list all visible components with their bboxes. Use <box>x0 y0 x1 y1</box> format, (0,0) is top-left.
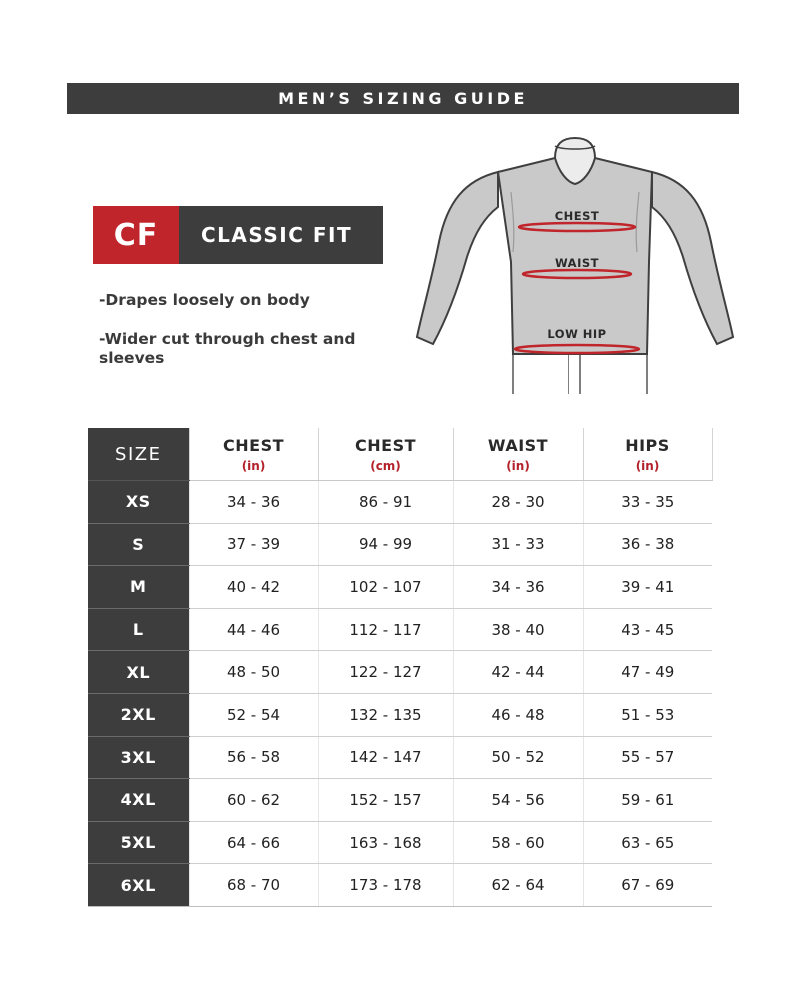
table-row <box>88 693 712 736</box>
table-cell: 112 - 117 <box>318 608 453 651</box>
fit-badge <box>93 206 383 264</box>
table-cell: 34 - 36 <box>189 481 318 524</box>
table-cell: 54 - 56 <box>453 779 583 822</box>
size-table <box>88 428 713 907</box>
table-cell: 59 - 61 <box>583 779 712 822</box>
table-cell: 142 - 147 <box>318 736 453 779</box>
table-cell: 37 - 39 <box>189 523 318 566</box>
column-header <box>318 428 453 481</box>
table-cell: 31 - 33 <box>453 523 583 566</box>
column-header-unit: (in) <box>241 458 266 473</box>
size-cell: S <box>88 523 189 566</box>
table-cell: 46 - 48 <box>453 693 583 736</box>
table-cell: 63 - 65 <box>583 821 712 864</box>
table-cell: 38 - 40 <box>453 608 583 651</box>
size-cell: 6XL <box>88 864 189 907</box>
fit-features-list <box>99 291 389 388</box>
table-row <box>88 821 712 864</box>
fit-feature-item: -Drapes loosely on body <box>99 291 310 309</box>
table-row <box>88 736 712 779</box>
table-cell: 28 - 30 <box>453 481 583 524</box>
table-cell: 56 - 58 <box>189 736 318 779</box>
table-cell: 163 - 168 <box>318 821 453 864</box>
table-cell: 43 - 45 <box>583 608 712 651</box>
table-cell: 44 - 46 <box>189 608 318 651</box>
table-cell: 173 - 178 <box>318 864 453 907</box>
table-cell: 51 - 53 <box>583 693 712 736</box>
size-cell: L <box>88 608 189 651</box>
table-cell: 55 - 57 <box>583 736 712 779</box>
fit-code: CF <box>93 206 179 264</box>
table-cell: 62 - 64 <box>453 864 583 907</box>
table-row <box>88 864 712 907</box>
table-row <box>88 779 712 822</box>
table-cell: 58 - 60 <box>453 821 583 864</box>
table-cell: 34 - 36 <box>453 566 583 609</box>
table-row <box>88 651 712 694</box>
table-row <box>88 608 712 651</box>
table-header-row <box>88 428 712 481</box>
column-header <box>583 428 712 481</box>
table-row <box>88 523 712 566</box>
table-cell: 67 - 69 <box>583 864 712 907</box>
table-cell: 122 - 127 <box>318 651 453 694</box>
column-header <box>453 428 583 481</box>
waist-label: WAIST <box>555 256 599 270</box>
table-cell: 68 - 70 <box>189 864 318 907</box>
column-header <box>189 428 318 481</box>
table-cell: 64 - 66 <box>189 821 318 864</box>
size-cell: 3XL <box>88 736 189 779</box>
table-row <box>88 481 712 524</box>
table-cell: 36 - 38 <box>583 523 712 566</box>
size-cell: XS <box>88 481 189 524</box>
chest-label: CHEST <box>554 209 600 223</box>
table-cell: 94 - 99 <box>318 523 453 566</box>
table-row <box>88 566 712 609</box>
page-title-banner <box>67 83 739 114</box>
table-cell: 33 - 35 <box>583 481 712 524</box>
table-cell: 132 - 135 <box>318 693 453 736</box>
column-header-unit: (in) <box>506 458 530 473</box>
table-cell: 152 - 157 <box>318 779 453 822</box>
column-header-name: WAIST <box>487 435 549 455</box>
table-cell: 52 - 54 <box>189 693 318 736</box>
size-column-header: SIZE <box>88 428 189 481</box>
page-title: MEN’S SIZING GUIDE <box>278 89 528 108</box>
table-cell: 39 - 41 <box>583 566 712 609</box>
table-cell: 50 - 52 <box>453 736 583 779</box>
column-header-name: CHEST <box>223 435 284 455</box>
column-header-unit: (in) <box>635 458 660 473</box>
table-cell: 86 - 91 <box>318 481 453 524</box>
shirt-diagram <box>405 132 745 394</box>
column-header-name: HIPS <box>625 435 670 455</box>
table-cell: 40 - 42 <box>189 566 318 609</box>
low-hip-label: LOW HIP <box>547 327 607 341</box>
size-cell: 2XL <box>88 693 189 736</box>
table-cell: 48 - 50 <box>189 651 318 694</box>
table-cell: 42 - 44 <box>453 651 583 694</box>
size-cell: M <box>88 566 189 609</box>
table-cell: 102 - 107 <box>318 566 453 609</box>
size-table-container <box>88 428 712 907</box>
size-cell: 5XL <box>88 821 189 864</box>
fit-name: CLASSIC FIT <box>179 206 383 264</box>
size-cell: XL <box>88 651 189 694</box>
column-header-name: CHEST <box>355 435 416 455</box>
fit-feature-item: -Wider cut through chest and sleeves <box>99 330 356 367</box>
table-cell: 60 - 62 <box>189 779 318 822</box>
column-header-unit: (cm) <box>370 458 401 473</box>
table-cell: 47 - 49 <box>583 651 712 694</box>
size-cell: 4XL <box>88 779 189 822</box>
